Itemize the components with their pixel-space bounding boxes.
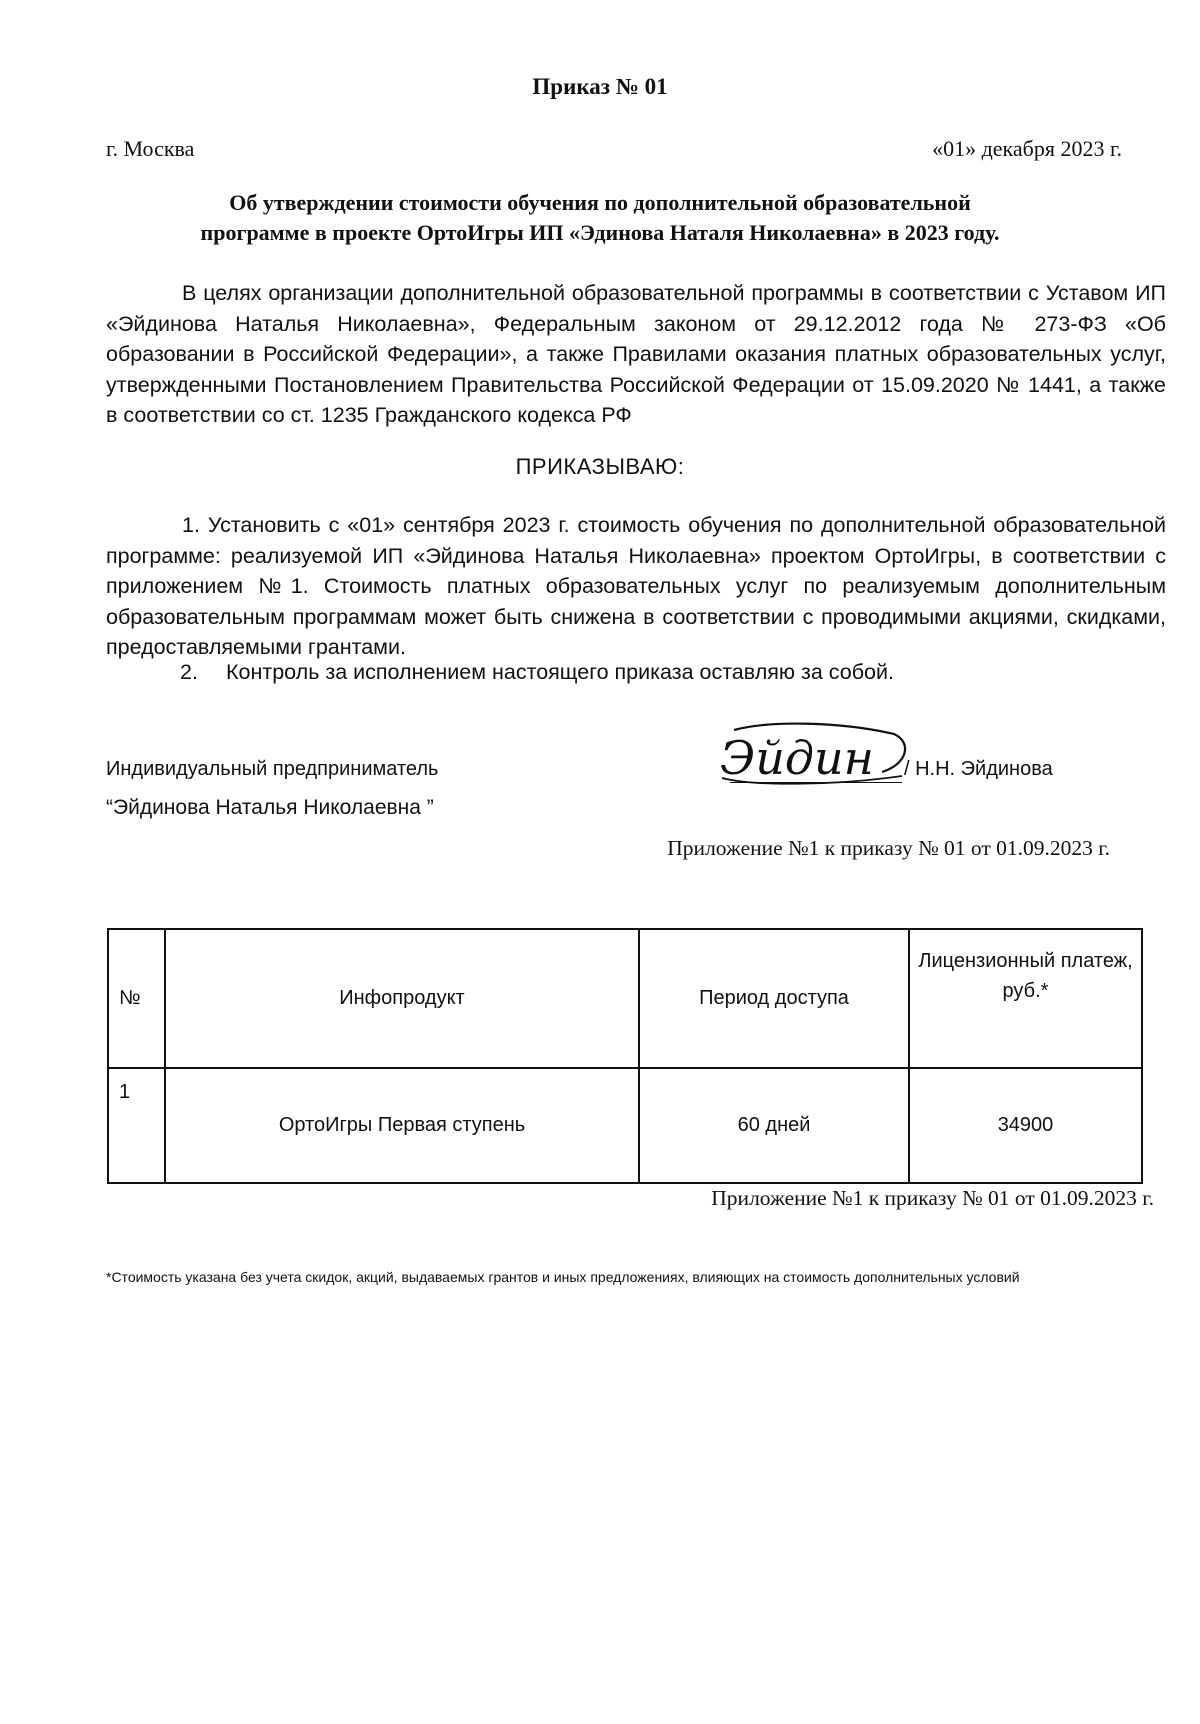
document-subject (170, 188, 1030, 248)
order-item-2-text: Контроль за исполнением настоящего приказа оставляю за собой. (226, 660, 894, 684)
header-price (909, 929, 1142, 1068)
signature-glyphs: Эйдин (720, 731, 874, 785)
header-period: Период доступа (639, 929, 909, 1068)
order-item-2-number: 2. (180, 660, 198, 684)
order-item-1 (106, 510, 1166, 663)
pricing-table (107, 928, 1143, 1184)
signer-name: / Н.Н. Эйдинова (904, 758, 1053, 780)
signature-line (730, 782, 902, 783)
preamble-paragraph (106, 278, 1166, 431)
header-num: № (108, 929, 165, 1068)
document-date: «01» декабря 2023 г. (932, 136, 1122, 161)
cell-product: ОртоИгры Первая ступень (165, 1068, 639, 1183)
header-price-line-1: Лицензионный платеж, (918, 950, 1133, 972)
appendix-reference-top: Приложение №1 к приказу № 01 от 01.09.2023 г. (667, 836, 1110, 860)
subject-line-1: Об утверждении стоимости обучения по дополнительной образовательной (229, 190, 971, 215)
preamble-text: В целях организации дополнительной образовательной программы в соответствии с Уставом ИП «Эйдинова Наталья Николаевна», Федеральным законом от 29.12.2012 года № 273-ФЗ «Об образовании в Российской Федерации», а также Правилами оказания платных образовательных услуг, утвержденными Постановлением Правительства Российской Федерации от 15.09.2020 № 1441, а также в соответствии со ст. 1235 Гражданского кодекса РФ (106, 281, 1166, 427)
cell-num: 1 (108, 1068, 165, 1183)
order-item-1-text: Установить с «01» сентября 2023 г. стоимость обучения по дополнительной образовательной программе: реализуемой ИП «Эйдинова Наталья Николаевна» проектом ОртоИгры, в соответствии с приложением №1. Стоимость платных образовательных услуг по реализуемым дополнительным образовательным программам может быть снижена в соответствии с проводимыми акциями, скидками, предоставляемыми грантами. (106, 513, 1166, 659)
table-header-row (108, 929, 1142, 1068)
signature-position: Индивидуальный предприниматель (106, 758, 439, 780)
order-heading: ПРИКАЗЫВАЮ: (515, 454, 685, 479)
footnote: *Стоимость указана без учета скидок, акций, выдаваемых грантов и иных предложениях, влияющих на стоимость дополнительных условий (106, 1269, 1020, 1285)
appendix-reference-bottom: Приложение №1 к приказу № 01 от 01.09.2023 г. (711, 1186, 1154, 1210)
order-item-1-number: 1. (182, 513, 200, 537)
signature-name: “Эйдинова Наталья Николаевна ” (106, 796, 434, 819)
cell-price: 34900 (909, 1068, 1142, 1183)
subject-line-2: программе в проекте ОртоИгры ИП «Эдинова Наталя Николаевна» в 2023 году. (200, 220, 1000, 245)
header-product: Инфопродукт (165, 929, 639, 1068)
table-row (108, 1068, 1142, 1183)
order-item-2 (180, 660, 894, 685)
cell-period: 60 дней (639, 1068, 909, 1183)
document-title: Приказ № 01 (532, 74, 668, 99)
document-city: г. Москва (106, 136, 195, 161)
header-price-line-2: руб.* (1002, 980, 1049, 1002)
